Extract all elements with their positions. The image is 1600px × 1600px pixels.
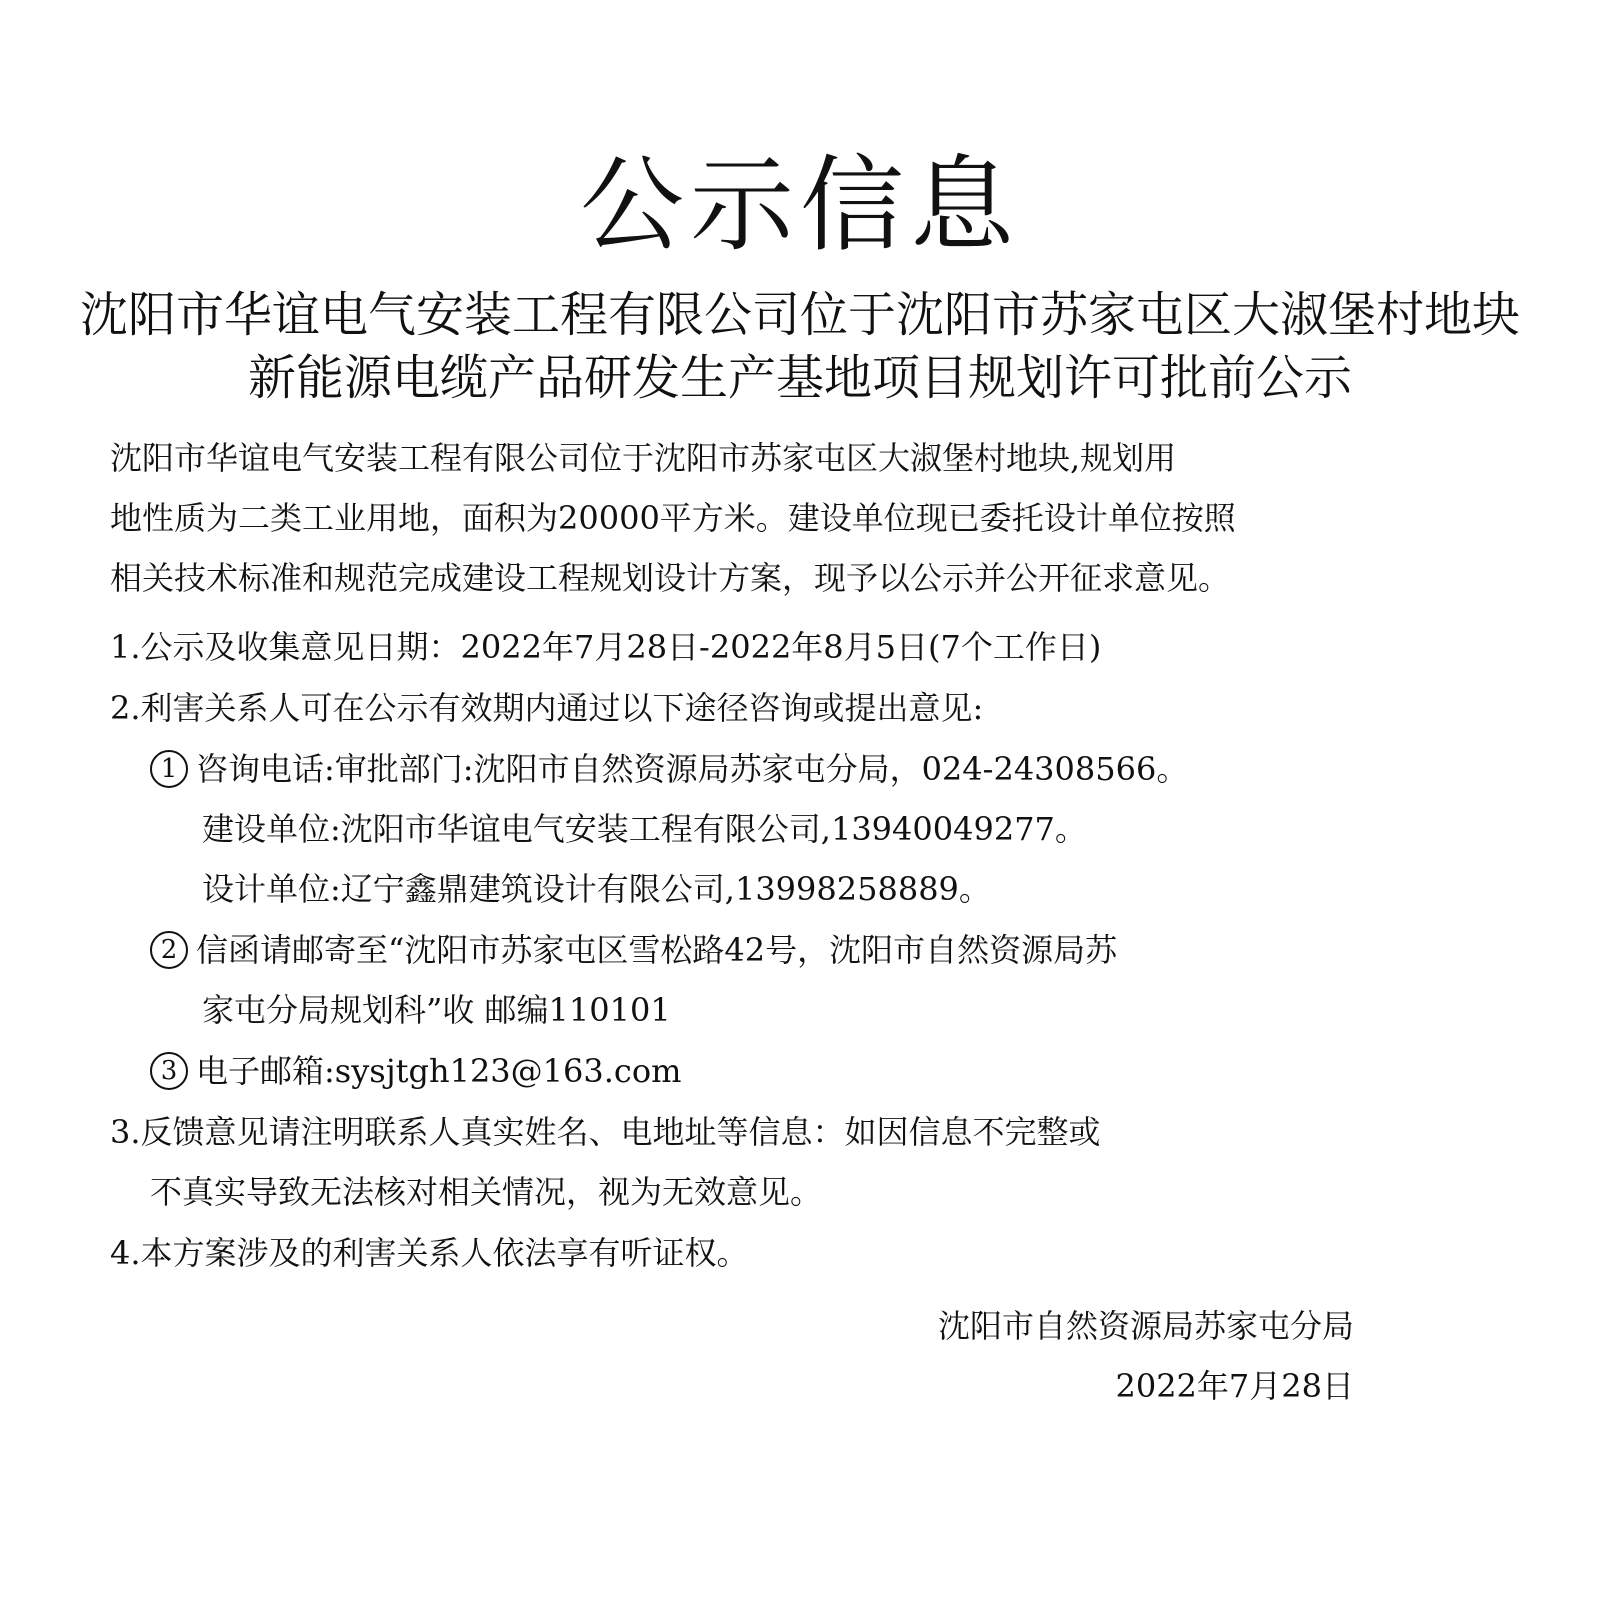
sub-item-2-mail [150, 930, 1117, 970]
circled-number-3: 3 [150, 1052, 188, 1090]
issue-date: 2022年7月28日 [1115, 1367, 1354, 1405]
item-3-line-1: 3.反馈意见请注明联系人真实姓名、电地址等信息：如因信息不完整或 [110, 1113, 1101, 1151]
item-4-hearing-right: 4.本方案涉及的利害关系人依法享有听证权。 [110, 1234, 749, 1272]
sub-item-1-phone [150, 749, 1188, 789]
sub-item-2-line-2: 家屯分局规划科”收 邮编110101 [202, 991, 671, 1029]
intro-line-3: 相关技术标准和规范完成建设工程规划设计方案，现予以公示并公开征求意见。 [110, 559, 1231, 597]
item-3-line-2: 不真实导致无法核对相关情况，视为无效意见。 [150, 1173, 823, 1211]
item-1-dates: 1.公示及收集意见日期：2022年7月28日-2022年8月5日(7个工作日) [110, 628, 1102, 666]
page-title: 公示信息 [579, 144, 1020, 266]
sub-item-1-line-1: 咨询电话:审批部门:沈阳市自然资源局苏家屯分局，024-24308566。 [196, 750, 1189, 788]
sub-item-1-line-3: 设计单位:辽宁鑫鼎建筑设计有限公司,13998258889。 [202, 870, 991, 908]
intro-line-2: 地性质为二类工业用地，面积为20000平方米。建设单位现已委托设计单位按照 [110, 499, 1236, 537]
issuer-signature: 沈阳市自然资源局苏家屯分局 [937, 1307, 1354, 1345]
intro-line-1: 沈阳市华谊电气安装工程有限公司位于沈阳市苏家屯区大淑堡村地块,规划用 [110, 439, 1177, 477]
item-2-channels: 2.利害关系人可在公示有效期内通过以下途径咨询或提出意见: [110, 689, 984, 727]
sub-item-3-line-1: 电子邮箱:sysjtgh123@163.com [196, 1052, 682, 1090]
headline-line-1: 沈阳市华谊电气安装工程有限公司位于沈阳市苏家屯区大淑堡村地块 [79, 287, 1520, 343]
sub-item-3-email [150, 1051, 681, 1091]
sub-item-1-line-2: 建设单位:沈阳市华谊电气安装工程有限公司,13940049277。 [202, 810, 1087, 848]
circled-number-2: 2 [150, 931, 188, 969]
circled-number-1: 1 [150, 750, 188, 788]
sub-item-2-line-1: 信函请邮寄至“沈阳市苏家屯区雪松路42号，沈阳市自然资源局苏 [196, 931, 1118, 969]
headline-line-2: 新能源电缆产品研发生产基地项目规划许可批前公示 [247, 350, 1352, 406]
